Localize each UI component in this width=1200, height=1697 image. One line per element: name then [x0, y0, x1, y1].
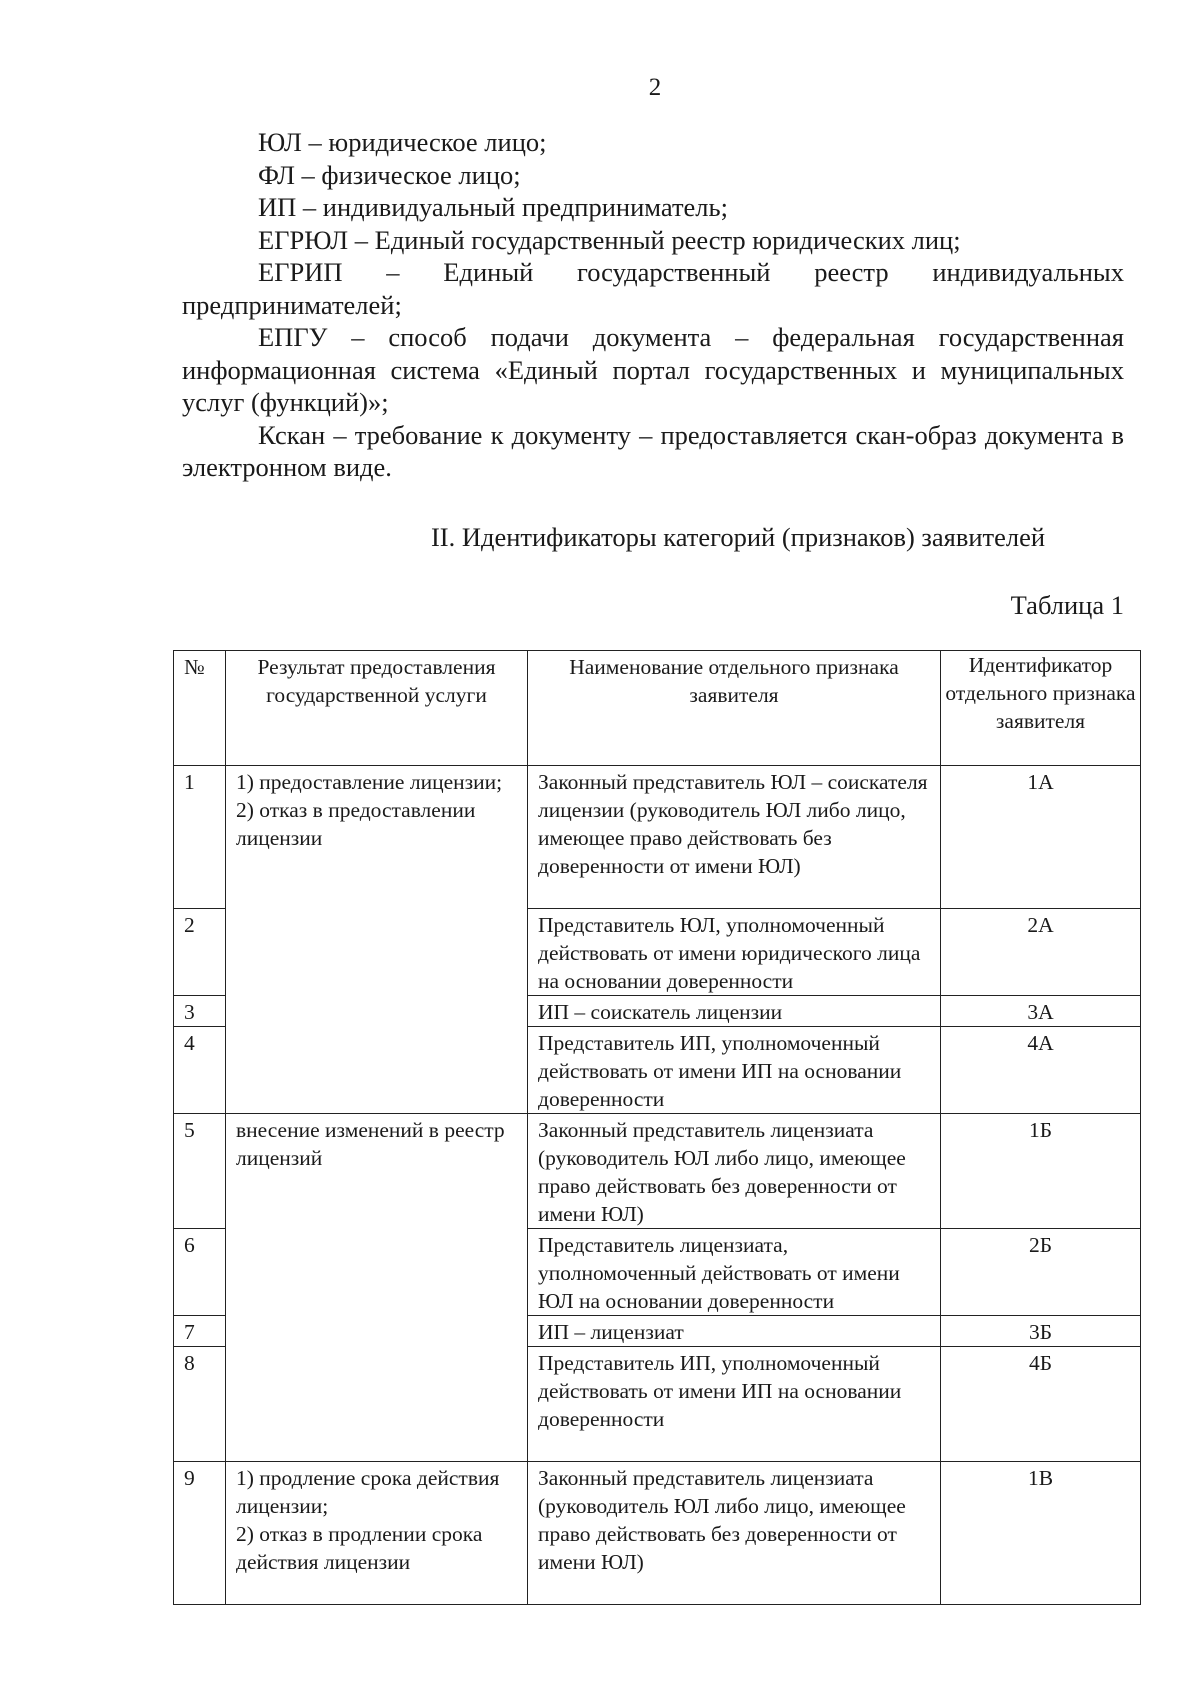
definition-item: ЮЛ – юридическое лицо;: [258, 127, 547, 157]
attribute-name: Законный представитель ЮЛ – соискателя лицензии (руководитель ЮЛ либо лицо, имеющее право действовать без доверенности от имени ЮЛ): [528, 766, 941, 909]
applicant-categories-table: [173, 650, 1141, 1605]
section-title: II. Идентификаторы категорий (признаков) заявителей: [430, 522, 1046, 552]
attribute-name: Представитель ЮЛ, уполномоченный действовать от имени юридического лица на основании доверенности: [528, 909, 941, 996]
definition-item: Кскан – требование к документу – предоставляется скан-образ документа в электронном виде.: [182, 419, 1124, 482]
row-number: 5: [174, 1114, 226, 1229]
header-identifier: Идентификатор отдельного признака заявителя: [941, 651, 1141, 766]
row-number: 1: [174, 766, 226, 909]
row-number: 4: [174, 1027, 226, 1114]
row-number: 8: [174, 1347, 226, 1462]
table-row: [174, 766, 1141, 909]
row-number: 7: [174, 1316, 226, 1347]
attribute-identifier: 1Б: [941, 1114, 1141, 1229]
row-number: 9: [174, 1462, 226, 1605]
definition-item: ЕГРЮЛ – Единый государственный реестр юридических лиц;: [258, 224, 961, 255]
definition-item: ЕГРИП – Единый государственный реестр индивидуальных предпринимателей;: [182, 257, 1124, 320]
attribute-name: ИП – лицензиат: [528, 1316, 941, 1347]
attribute-identifier: 1А: [941, 766, 1141, 909]
header-result: Результат предоставления государственной услуги: [226, 651, 528, 766]
table-caption: Таблица 1: [1010, 590, 1124, 620]
attribute-name: Представитель ИП, уполномоченный действовать от имени ИП на основании доверенности: [528, 1347, 941, 1462]
abbreviation-definitions: [182, 126, 1124, 484]
table-row: [174, 1462, 1141, 1605]
definition-item: ФЛ – физическое лицо;: [258, 159, 521, 190]
page-number: 2: [648, 74, 662, 101]
attribute-identifier: 2Б: [941, 1229, 1141, 1316]
row-number: 3: [174, 996, 226, 1027]
service-result-group: внесение изменений в реестр лицензий: [226, 1114, 528, 1462]
table-header-row: [174, 651, 1141, 766]
header-number: №: [174, 651, 226, 766]
attribute-name: ИП – соискатель лицензии: [528, 996, 941, 1027]
attribute-identifier: 4Б: [941, 1347, 1141, 1462]
attribute-identifier: 4А: [941, 1027, 1141, 1114]
service-result-group: 1) предоставление лицензии; 2) отказ в предоставлении лицензии: [226, 766, 528, 1114]
table-row: [174, 1114, 1141, 1229]
attribute-identifier: 3А: [941, 996, 1141, 1027]
row-number: 6: [174, 1229, 226, 1316]
attribute-name: Представитель лицензиата, уполномоченный действовать от имени ЮЛ на основании доверенности: [528, 1229, 941, 1316]
definition-item: ЕПГУ – способ подачи документа – федеральная государственная информационная система «Единый портал государственных и муниципальных услуг (функций)»;: [182, 322, 1124, 417]
definition-item: ИП – индивидуальный предприниматель;: [258, 192, 728, 222]
attribute-name: Законный представитель лицензиата (руководитель ЮЛ либо лицо, имеющее право действовать без доверенности от имени ЮЛ): [528, 1462, 941, 1605]
row-number: 2: [174, 909, 226, 996]
header-attribute-name: Наименование отдельного признака заявителя: [528, 651, 941, 766]
service-result-group: 1) продление срока действия лицензии; 2) отказ в продлении срока действия лицензии: [226, 1462, 528, 1605]
attribute-identifier: 2А: [941, 909, 1141, 996]
attribute-name: Законный представитель лицензиата (руководитель ЮЛ либо лицо, имеющее право действовать без доверенности от имени ЮЛ): [528, 1114, 941, 1229]
attribute-identifier: 3Б: [941, 1316, 1141, 1347]
attribute-name: Представитель ИП, уполномоченный действовать от имени ИП на основании доверенности: [528, 1027, 941, 1114]
attribute-identifier: 1В: [941, 1462, 1141, 1605]
